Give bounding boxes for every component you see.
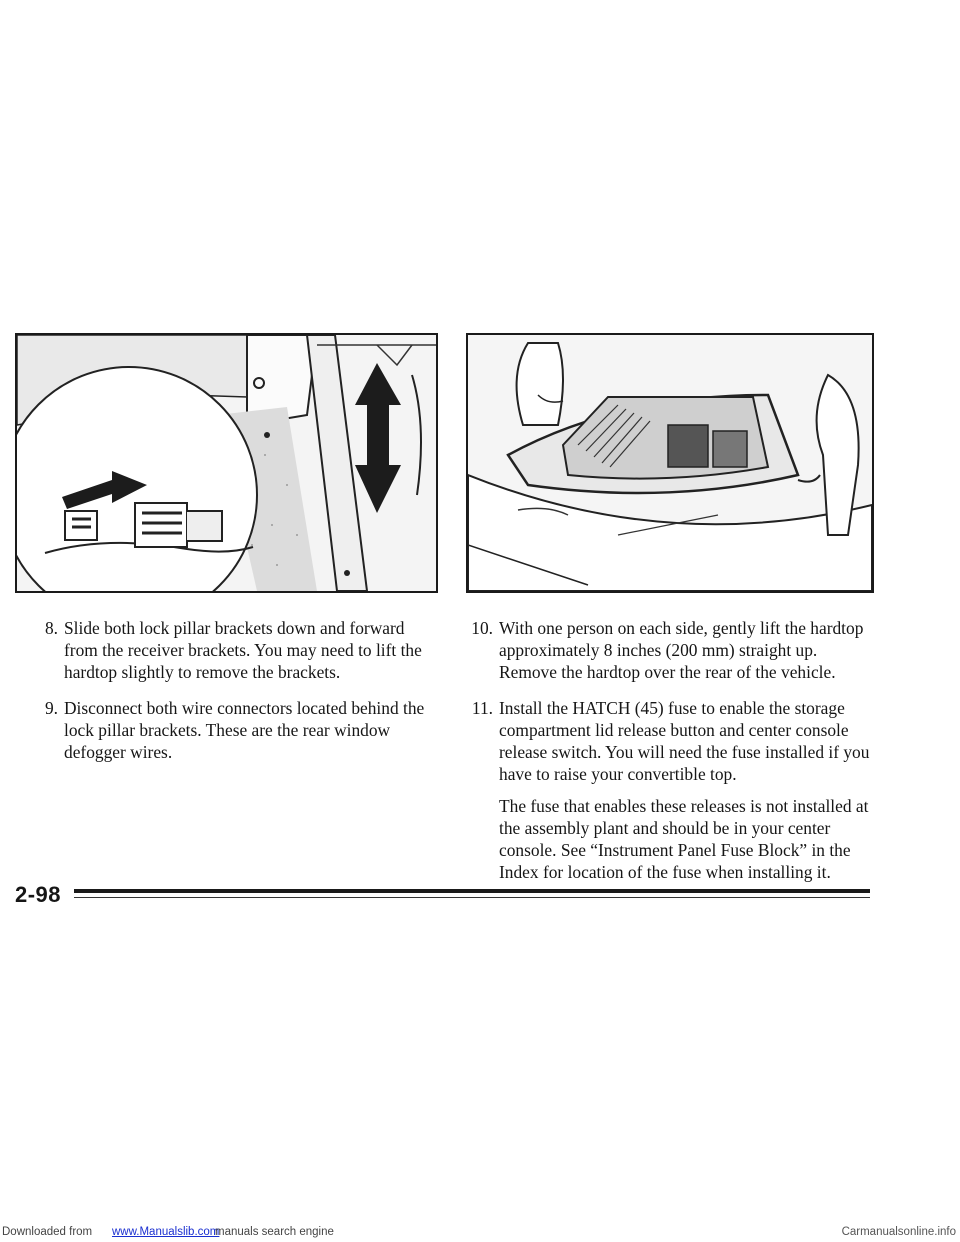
step-11: [466, 697, 876, 785]
hardtop-lift-drawing: [468, 335, 872, 591]
footer-rule-thin: [74, 897, 870, 898]
step-text: Install the HATCH (45) fuse to enable the storage compartment lid release button and center console release switch. You will need the fuse installed if you have to raise your convertible top.: [499, 698, 870, 784]
watermark-text: Carmanualsonline.info: [841, 1226, 956, 1238]
hardtop-removal-illustration: [466, 333, 874, 593]
step-number: 8.: [44, 618, 58, 638]
footer-suffix: manuals search engine: [215, 1226, 334, 1238]
step-number: 9.: [44, 698, 58, 718]
footer-prefix: Downloaded from: [2, 1226, 93, 1238]
steps-left-column: [31, 617, 431, 777]
step-number: 11.: [471, 698, 493, 718]
manualslib-link[interactable]: www.Manualslib.com: [112, 1226, 220, 1238]
step-10: [466, 617, 876, 683]
step-9: [31, 697, 431, 763]
step-text: Slide both lock pillar brackets down and forward from the receiver brackets. You may need to lift the hardtop slightly to remove the brackets.: [64, 618, 422, 682]
page-number: 2-98: [15, 882, 62, 907]
step-text: With one person on each side, gently lift the hardtop approximately 8 inches (200 mm) straight up. Remove the hardtop over the rear of the vehicle.: [499, 618, 864, 682]
footer-rule-thick: [74, 889, 870, 893]
fuse-note-paragraph: The fuse that enables these releases is not installed at the assembly plant and should be in your center console. See “Instrument Panel Fuse Block” in the Index for location of the fuse when installing it.: [499, 796, 869, 882]
step-text: Disconnect both wire connectors located behind the lock pillar brackets. These are the rear window defogger wires.: [64, 698, 425, 762]
download-footer: [0, 1223, 960, 1242]
lock-pillar-bracket-illustration: [15, 333, 438, 593]
step-number: 10.: [471, 618, 493, 638]
step-8: [31, 617, 431, 683]
steps-right-column: [466, 617, 876, 883]
bracket-connector-drawing: [17, 335, 436, 591]
